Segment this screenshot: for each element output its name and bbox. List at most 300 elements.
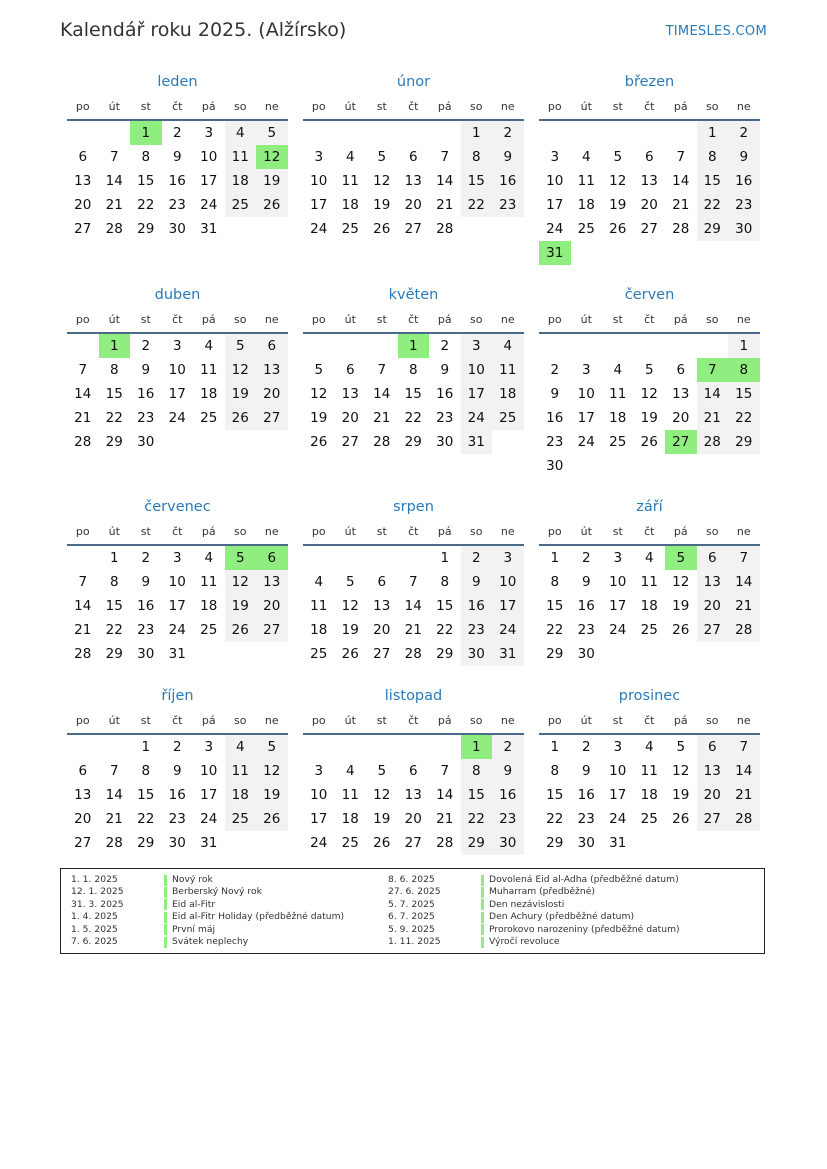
- day-cell: 4: [613, 362, 623, 378]
- day-cell: 14: [672, 173, 690, 189]
- day-cell: 14: [373, 386, 391, 402]
- day-cell: 9: [492, 759, 524, 783]
- holiday-day-cell: 1: [99, 334, 131, 358]
- day-cell: 13: [341, 386, 359, 402]
- day-cell: 20: [74, 811, 92, 827]
- day-cell: 14: [728, 570, 760, 594]
- day-cell: 11: [341, 173, 359, 189]
- day-cell: 15: [137, 173, 155, 189]
- month-name: prosinec: [618, 688, 681, 704]
- day-cell: 20: [404, 197, 422, 213]
- day-cell: 23: [168, 811, 186, 827]
- holiday-day-cell: 6: [256, 546, 288, 570]
- day-cell: 31: [200, 835, 218, 851]
- day-cell: 14: [436, 173, 454, 189]
- day-cell: 26: [310, 434, 328, 450]
- day-cell: 7: [440, 763, 450, 779]
- day-cell: 3: [461, 334, 493, 358]
- weekday-header: so: [706, 525, 719, 538]
- weekday-header: po: [311, 525, 326, 538]
- day-cell: 23: [436, 410, 454, 426]
- day-cell: 9: [581, 574, 591, 590]
- month-březen: [539, 74, 760, 264]
- day-cell: 22: [137, 197, 155, 213]
- month-září: [539, 499, 760, 689]
- weekday-header: ne: [736, 313, 751, 326]
- day-cell: 17: [310, 811, 328, 827]
- weekday-header: čt: [408, 100, 419, 113]
- day-cell: 5: [644, 362, 654, 378]
- weekday-header: st: [140, 714, 151, 727]
- day-cell: 15: [697, 169, 729, 193]
- day-cell: 11: [225, 145, 257, 169]
- day-cell: 10: [577, 386, 595, 402]
- day-cell: 27: [373, 646, 391, 662]
- day-cell: 9: [581, 763, 591, 779]
- day-cell: 26: [225, 618, 257, 642]
- day-cell: 13: [672, 386, 690, 402]
- day-cell: 14: [105, 173, 123, 189]
- day-cell: 22: [436, 622, 454, 638]
- day-cell: 26: [672, 811, 690, 827]
- day-cell: 12: [373, 787, 391, 803]
- weekday-header: ne: [264, 100, 279, 113]
- day-cell: 20: [640, 197, 658, 213]
- day-cell: 17: [310, 197, 328, 213]
- day-cell: 17: [461, 382, 493, 406]
- weekday-header: čt: [172, 100, 183, 113]
- day-cell: 7: [109, 149, 119, 165]
- holiday-day-cell: 27: [665, 430, 697, 454]
- day-cell: 23: [492, 193, 524, 217]
- brand-link[interactable]: TIMESLES.COM: [665, 24, 767, 39]
- day-cell: 6: [78, 763, 88, 779]
- day-cell: 23: [168, 197, 186, 213]
- legend-holiday-name: Den nezávislosti: [489, 898, 565, 910]
- day-cell: 1: [550, 550, 560, 566]
- day-cell: 31: [200, 221, 218, 237]
- day-cell: 21: [373, 410, 391, 426]
- day-cell: 30: [728, 217, 760, 241]
- legend-date: 5. 7. 2025: [388, 898, 435, 910]
- day-cell: 29: [137, 221, 155, 237]
- day-cell: 29: [546, 646, 564, 662]
- day-cell: 23: [137, 622, 155, 638]
- weekday-header: po: [75, 525, 90, 538]
- day-cell: 25: [341, 835, 359, 851]
- legend-holiday-name: První máj: [172, 923, 216, 935]
- holiday-day-cell: 1: [398, 334, 430, 358]
- day-cell: 10: [310, 173, 328, 189]
- weekday-header: út: [344, 100, 356, 113]
- day-cell: 23: [577, 811, 595, 827]
- day-cell: 21: [436, 811, 454, 827]
- day-cell: 11: [640, 763, 658, 779]
- weekday-header: út: [344, 525, 356, 538]
- weekday-header: ne: [500, 313, 515, 326]
- day-cell: 24: [200, 811, 218, 827]
- day-cell: 25: [200, 622, 218, 638]
- day-cell: 22: [105, 410, 123, 426]
- day-cell: 30: [137, 646, 155, 662]
- day-cell: 18: [200, 598, 218, 614]
- day-cell: 21: [672, 197, 690, 213]
- day-cell: 4: [225, 121, 257, 145]
- day-cell: 5: [676, 739, 686, 755]
- weekday-header: st: [376, 714, 387, 727]
- day-cell: 3: [172, 550, 182, 566]
- day-cell: 21: [728, 594, 760, 618]
- day-cell: 13: [256, 570, 288, 594]
- weekday-header: so: [234, 100, 247, 113]
- day-cell: 15: [461, 169, 493, 193]
- month-name: leden: [157, 74, 198, 90]
- day-cell: 3: [172, 338, 182, 354]
- legend-holiday-marker: [164, 875, 167, 886]
- weekday-header: ne: [500, 714, 515, 727]
- day-cell: 18: [577, 197, 595, 213]
- day-cell: 17: [609, 598, 627, 614]
- day-cell: 17: [168, 386, 186, 402]
- weekday-header: st: [140, 100, 151, 113]
- day-cell: 16: [137, 598, 155, 614]
- day-cell: 9: [172, 149, 182, 165]
- day-cell: 26: [256, 193, 288, 217]
- month-name: březen: [624, 74, 675, 90]
- day-cell: 5: [377, 149, 387, 165]
- day-cell: 19: [256, 783, 288, 807]
- day-cell: 4: [492, 334, 524, 358]
- day-cell: 14: [404, 598, 422, 614]
- day-cell: 29: [105, 646, 123, 662]
- day-cell: 26: [225, 406, 257, 430]
- day-cell: 2: [141, 338, 151, 354]
- weekday-header: pá: [201, 100, 216, 113]
- day-cell: 15: [404, 386, 422, 402]
- legend-item: [71, 936, 431, 948]
- day-cell: 16: [461, 594, 493, 618]
- day-cell: 9: [172, 763, 182, 779]
- day-cell: 5: [613, 149, 623, 165]
- day-cell: 30: [492, 831, 524, 855]
- day-cell: 12: [225, 570, 257, 594]
- legend-holiday-marker: [164, 899, 167, 910]
- legend-item: [388, 899, 748, 911]
- day-cell: 26: [373, 221, 391, 237]
- weekday-header: so: [470, 525, 483, 538]
- holiday-day-cell: 8: [728, 358, 760, 382]
- day-cell: 2: [550, 362, 560, 378]
- day-cell: 7: [78, 574, 88, 590]
- weekday-header: pá: [437, 100, 452, 113]
- day-cell: 16: [492, 169, 524, 193]
- day-cell: 1: [550, 739, 560, 755]
- day-cell: 7: [377, 362, 387, 378]
- weekday-header: po: [75, 100, 90, 113]
- day-cell: 6: [256, 334, 288, 358]
- day-cell: 16: [577, 598, 595, 614]
- legend-holiday-marker: [164, 937, 167, 948]
- day-cell: 11: [341, 787, 359, 803]
- day-cell: 8: [550, 574, 560, 590]
- weekday-header: út: [344, 714, 356, 727]
- day-cell: 5: [256, 735, 288, 759]
- day-cell: 6: [345, 362, 355, 378]
- weekday-header: ne: [264, 714, 279, 727]
- day-cell: 1: [109, 550, 119, 566]
- day-cell: 18: [609, 410, 627, 426]
- day-cell: 7: [728, 735, 760, 759]
- day-cell: 8: [109, 574, 119, 590]
- day-cell: 26: [609, 221, 627, 237]
- day-cell: 2: [172, 739, 182, 755]
- day-cell: 20: [341, 410, 359, 426]
- day-cell: 12: [609, 173, 627, 189]
- day-cell: 19: [672, 787, 690, 803]
- day-cell: 28: [436, 835, 454, 851]
- day-cell: 8: [408, 362, 418, 378]
- day-cell: 19: [341, 622, 359, 638]
- day-cell: 1: [697, 121, 729, 145]
- day-cell: 10: [461, 358, 493, 382]
- day-cell: 2: [492, 735, 524, 759]
- day-cell: 16: [436, 386, 454, 402]
- legend-holiday-name: Svátek neplechy: [172, 936, 249, 947]
- day-cell: 22: [461, 193, 493, 217]
- day-cell: 20: [256, 594, 288, 618]
- day-cell: 15: [105, 386, 123, 402]
- legend-holiday-marker: [164, 887, 167, 898]
- legend-date: 5. 9. 2025: [388, 923, 435, 935]
- day-cell: 24: [168, 410, 186, 426]
- day-cell: 27: [640, 221, 658, 237]
- day-cell: 31: [461, 430, 493, 454]
- weekday-header: čt: [644, 313, 655, 326]
- day-cell: 19: [225, 382, 257, 406]
- day-cell: 28: [436, 221, 454, 237]
- legend-holiday-marker: [481, 887, 484, 898]
- day-cell: 21: [74, 622, 92, 638]
- weekday-header: po: [547, 313, 562, 326]
- day-cell: 7: [440, 149, 450, 165]
- day-cell: 27: [404, 221, 422, 237]
- day-cell: 12: [225, 358, 257, 382]
- holiday-legend: [60, 868, 765, 954]
- day-cell: 6: [408, 149, 418, 165]
- day-cell: 15: [436, 598, 454, 614]
- weekday-header: st: [376, 313, 387, 326]
- weekday-header: út: [108, 100, 120, 113]
- day-cell: 11: [225, 759, 257, 783]
- weekday-header: pá: [437, 714, 452, 727]
- day-cell: 2: [440, 338, 450, 354]
- weekday-header: ne: [736, 525, 751, 538]
- day-cell: 24: [577, 434, 595, 450]
- day-cell: 12: [256, 759, 288, 783]
- weekday-header: so: [470, 714, 483, 727]
- legend-date: 12. 1. 2025: [71, 886, 124, 898]
- day-cell: 1: [461, 121, 493, 145]
- day-cell: 30: [168, 221, 186, 237]
- day-cell: 8: [141, 763, 151, 779]
- day-cell: 28: [74, 646, 92, 662]
- legend-date: 7. 6. 2025: [71, 936, 118, 947]
- holiday-day-cell: 12: [256, 145, 288, 169]
- day-cell: 18: [225, 783, 257, 807]
- legend-holiday-name: Muharram (předběžné): [489, 886, 595, 898]
- weekday-header: pá: [673, 100, 688, 113]
- day-cell: 23: [577, 622, 595, 638]
- day-cell: 23: [728, 193, 760, 217]
- day-cell: 27: [74, 221, 92, 237]
- day-cell: 8: [461, 759, 493, 783]
- day-cell: 17: [492, 594, 524, 618]
- day-cell: 29: [461, 831, 493, 855]
- day-cell: 17: [577, 410, 595, 426]
- day-cell: 9: [492, 145, 524, 169]
- month-name: červen: [624, 287, 675, 303]
- day-cell: 21: [697, 406, 729, 430]
- day-cell: 27: [404, 835, 422, 851]
- weekday-header: čt: [172, 313, 183, 326]
- day-cell: 2: [581, 550, 591, 566]
- day-cell: 21: [436, 197, 454, 213]
- day-cell: 24: [609, 622, 627, 638]
- month-name: listopad: [384, 688, 443, 704]
- weekday-header: ne: [264, 525, 279, 538]
- day-cell: 26: [672, 622, 690, 638]
- weekday-header: so: [706, 714, 719, 727]
- month-name: únor: [396, 74, 431, 90]
- day-cell: 17: [200, 173, 218, 189]
- day-cell: 25: [640, 811, 658, 827]
- day-cell: 7: [408, 574, 418, 590]
- day-cell: 19: [672, 598, 690, 614]
- legend-holiday-marker: [481, 912, 484, 923]
- day-cell: 9: [141, 362, 151, 378]
- weekday-header: út: [108, 714, 120, 727]
- day-cell: 1: [141, 739, 151, 755]
- day-cell: 15: [546, 598, 564, 614]
- weekday-header: po: [75, 714, 90, 727]
- day-cell: 20: [74, 197, 92, 213]
- day-cell: 3: [204, 125, 214, 141]
- day-cell: 14: [728, 759, 760, 783]
- day-cell: 3: [550, 149, 560, 165]
- day-cell: 14: [436, 787, 454, 803]
- day-cell: 16: [492, 783, 524, 807]
- weekday-header: ne: [500, 525, 515, 538]
- day-cell: 13: [697, 570, 729, 594]
- weekday-header: so: [470, 313, 483, 326]
- day-cell: 15: [546, 787, 564, 803]
- day-cell: 16: [168, 787, 186, 803]
- month-duben: [67, 287, 288, 477]
- day-cell: 28: [105, 221, 123, 237]
- day-cell: 24: [546, 221, 564, 237]
- day-cell: 11: [577, 173, 595, 189]
- day-cell: 20: [373, 622, 391, 638]
- day-cell: 18: [492, 382, 524, 406]
- day-cell: 22: [105, 622, 123, 638]
- day-cell: 16: [577, 787, 595, 803]
- header-divider: [539, 332, 760, 334]
- weekday-header: út: [580, 313, 592, 326]
- weekday-header: po: [75, 313, 90, 326]
- day-cell: 19: [225, 594, 257, 618]
- day-cell: 25: [640, 622, 658, 638]
- day-cell: 10: [200, 149, 218, 165]
- weekday-header: út: [108, 313, 120, 326]
- day-cell: 4: [581, 149, 591, 165]
- day-cell: 29: [728, 430, 760, 454]
- day-cell: 11: [609, 386, 627, 402]
- day-cell: 10: [200, 763, 218, 779]
- day-cell: 19: [310, 410, 328, 426]
- weekday-header: po: [311, 313, 326, 326]
- day-cell: 26: [341, 646, 359, 662]
- legend-item: [388, 911, 748, 923]
- legend-holiday-name: Dovolená Eid al-Adha (předběžné datum): [489, 874, 679, 885]
- day-cell: 6: [697, 735, 729, 759]
- weekday-header: pá: [437, 313, 452, 326]
- month-name: květen: [388, 287, 439, 303]
- day-cell: 5: [314, 362, 324, 378]
- legend-item: [388, 924, 748, 936]
- day-cell: 15: [728, 382, 760, 406]
- day-cell: 10: [609, 763, 627, 779]
- day-cell: 23: [137, 410, 155, 426]
- day-cell: 31: [492, 642, 524, 666]
- day-cell: 12: [341, 598, 359, 614]
- day-cell: 21: [105, 811, 123, 827]
- day-cell: 9: [440, 362, 450, 378]
- weekday-header: po: [547, 525, 562, 538]
- day-cell: 4: [225, 735, 257, 759]
- day-cell: 3: [314, 763, 324, 779]
- day-cell: 4: [644, 739, 654, 755]
- day-cell: 8: [461, 145, 493, 169]
- weekday-header: ne: [264, 313, 279, 326]
- day-cell: 10: [168, 362, 186, 378]
- day-cell: 6: [697, 546, 729, 570]
- legend-date: 1. 5. 2025: [71, 923, 118, 935]
- day-cell: 19: [373, 197, 391, 213]
- weekday-header: čt: [644, 714, 655, 727]
- legend-holiday-name: Výročí revoluce: [489, 936, 560, 947]
- day-cell: 18: [341, 811, 359, 827]
- day-cell: 19: [256, 169, 288, 193]
- day-cell: 13: [373, 598, 391, 614]
- legend-item: [71, 899, 431, 911]
- legend-holiday-marker: [164, 924, 167, 935]
- day-cell: 8: [440, 574, 450, 590]
- day-cell: 18: [640, 787, 658, 803]
- weekday-header: pá: [673, 313, 688, 326]
- day-cell: 12: [672, 763, 690, 779]
- legend-item: [71, 886, 431, 898]
- day-cell: 4: [314, 574, 324, 590]
- weekday-header: po: [311, 100, 326, 113]
- weekday-header: so: [706, 313, 719, 326]
- day-cell: 10: [168, 574, 186, 590]
- day-cell: 19: [609, 197, 627, 213]
- day-cell: 13: [697, 759, 729, 783]
- page-title: Kalendář roku 2025. (Alžírsko): [60, 19, 347, 41]
- day-cell: 24: [310, 835, 328, 851]
- day-cell: 22: [404, 410, 422, 426]
- day-cell: 23: [461, 618, 493, 642]
